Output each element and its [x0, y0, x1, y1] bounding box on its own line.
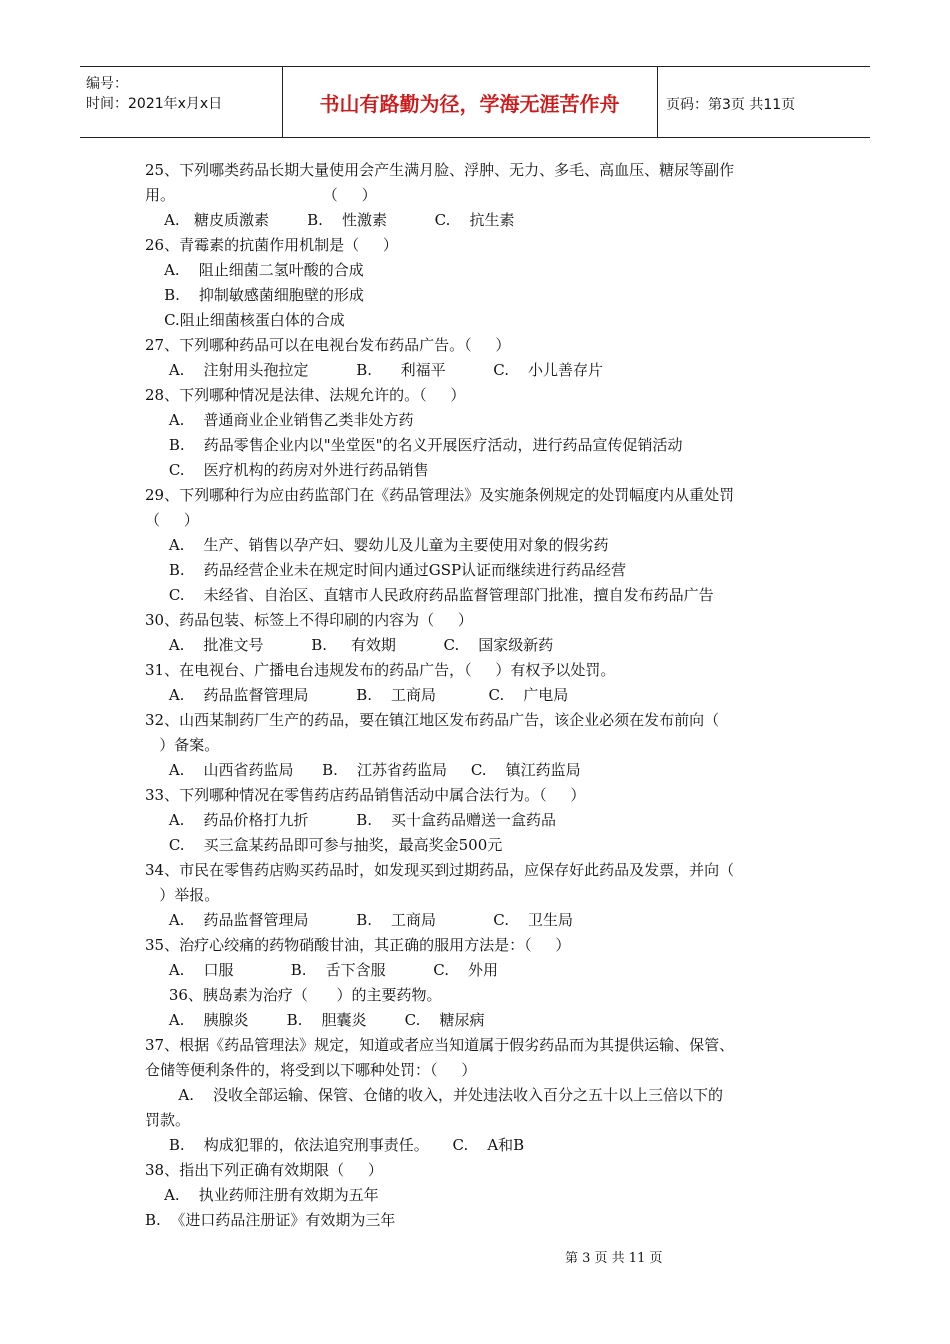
text-line: A. 糖皮质激素 B. 性激素 C. 抗生素: [145, 211, 515, 229]
text-line: 31、在电视台、广播电台违规发布的药品广告，（ ）有权予以处罚。: [145, 661, 616, 679]
text-line: 25、下列哪类药品长期大量使用会产生满月脸、浮肿、无力、多毛、高血压、糖尿等副作: [145, 161, 735, 179]
text-line: 32、山西某制药厂生产的药品，要在镇江地区发布药品广告，该企业必须在发布前向（: [145, 711, 720, 729]
text-line: A. 药品监督管理局 B. 工商局 C. 卫生局: [145, 911, 574, 929]
text-line: C. 未经省、自治区、直辖市人民政府药品监督管理部门批准，擅自发布药品广告: [145, 586, 714, 604]
text-line: A. 药品监督管理局 B. 工商局 C. 广电局: [145, 686, 569, 704]
page-info: 页码：第3页 共11页: [666, 97, 796, 113]
text-line: A. 没收全部运输、保管、仓储的收入，并处违法收入百分之五十以上三倍以下的: [145, 1086, 724, 1104]
number-label: 编号：: [86, 76, 128, 92]
text-line: C. 买三盒某药品即可参与抽奖，最高奖金500元: [145, 836, 503, 854]
text-line: 35、治疗心绞痛的药物硝酸甘油，其正确的服用方法是：（ ）: [145, 936, 571, 954]
text-line: A. 口服 B. 舌下含服 C. 外用: [145, 961, 499, 979]
text-line: A. 药品价格打九折 B. 买十盒药品赠送一盒药品: [145, 811, 557, 829]
text-line: C.阻止细菌核蛋白体的合成: [145, 311, 345, 329]
text-line: C. 医疗机构的药房对外进行药品销售: [145, 461, 429, 479]
text-line: A. 注射用头孢拉定 B. 利福平 C. 小儿善存片: [145, 361, 604, 379]
text-line: ）举报。: [145, 886, 220, 904]
text-line: 27、下列哪种药品可以在电视台发布药品广告。（ ）: [145, 336, 511, 354]
motto-text: 书山有路勤为径，学海无涯苦作舟: [319, 91, 620, 116]
text-line: 38、指出下列正确有效期限（ ）: [145, 1161, 383, 1179]
text-line: B. 构成犯罪的，依法追究刑事责任。 C. A和B: [145, 1136, 525, 1154]
text-line: 罚款。: [145, 1111, 191, 1129]
text-line: 36、胰岛素为治疗（ ）的主要药物。: [145, 986, 442, 1004]
text-line: （ ）: [145, 511, 199, 529]
text-line: B. 抑制敏感菌细胞壁的形成: [145, 286, 364, 304]
page-footer: 第 3 页 共 11 页: [565, 1251, 663, 1266]
text-line: A. 执业药师注册有效期为五年: [145, 1186, 379, 1204]
text-line: A. 批准文号 B. 有效期 C. 国家级新药: [145, 636, 554, 654]
text-line: A. 山西省药监局 B. 江苏省药监局 C. 镇江药监局: [145, 761, 581, 779]
text-line: 用。 （ ）: [145, 186, 377, 204]
text-line: 28、下列哪种情况是法律、法规允许的。（ ）: [145, 386, 466, 404]
text-line: 34、市民在零售药店购买药品时，如发现买到过期药品，应保存好此药品及发票，并向（: [145, 861, 735, 879]
motto-cell: [282, 67, 658, 137]
text-line: 37、根据《药品管理法》规定，知道或者应当知道属于假劣药品而为其提供运输、保管、: [145, 1036, 735, 1054]
date-label: 时间：2021年x月x日: [86, 96, 223, 112]
text-line: 26、青霉素的抗菌作用机制是（ ）: [145, 236, 398, 254]
text-line: B. 药品零售企业内以"坐堂医"的名义开展医疗活动，进行药品宣传促销活动: [145, 436, 683, 454]
text-line: A. 生产、销售以孕产妇、婴幼儿及儿童为主要使用对象的假劣药: [145, 536, 609, 554]
page-header: [80, 66, 870, 138]
text-line: ）备案。: [145, 736, 220, 754]
text-line: B. 药品经营企业未在规定时间内通过GSP认证而继续进行药品经营: [145, 561, 627, 579]
text-line: A. 普通商业企业销售乙类非处方药: [145, 411, 414, 429]
text-line: 29、下列哪种行为应由药监部门在《药品管理法》及实施条例规定的处罚幅度内从重处罚: [145, 486, 735, 504]
text-line: B. 《进口药品注册证》有效期为三年: [145, 1211, 396, 1229]
text-line: A. 胰腺炎 B. 胆囊炎 C. 糖尿病: [145, 1011, 485, 1029]
text-line: 30、药品包装、标签上不得印刷的内容为（ ）: [145, 611, 473, 629]
header-left-cell: [80, 67, 283, 137]
text-line: A. 阻止细菌二氢叶酸的合成: [145, 261, 364, 279]
header-right-cell: [658, 67, 870, 137]
text-line: 33、下列哪种情况在零售药店药品销售活动中属合法行为。（ ）: [145, 786, 586, 804]
text-line: 仓储等便利条件的，将受到以下哪种处罚：（ ）: [145, 1061, 477, 1079]
